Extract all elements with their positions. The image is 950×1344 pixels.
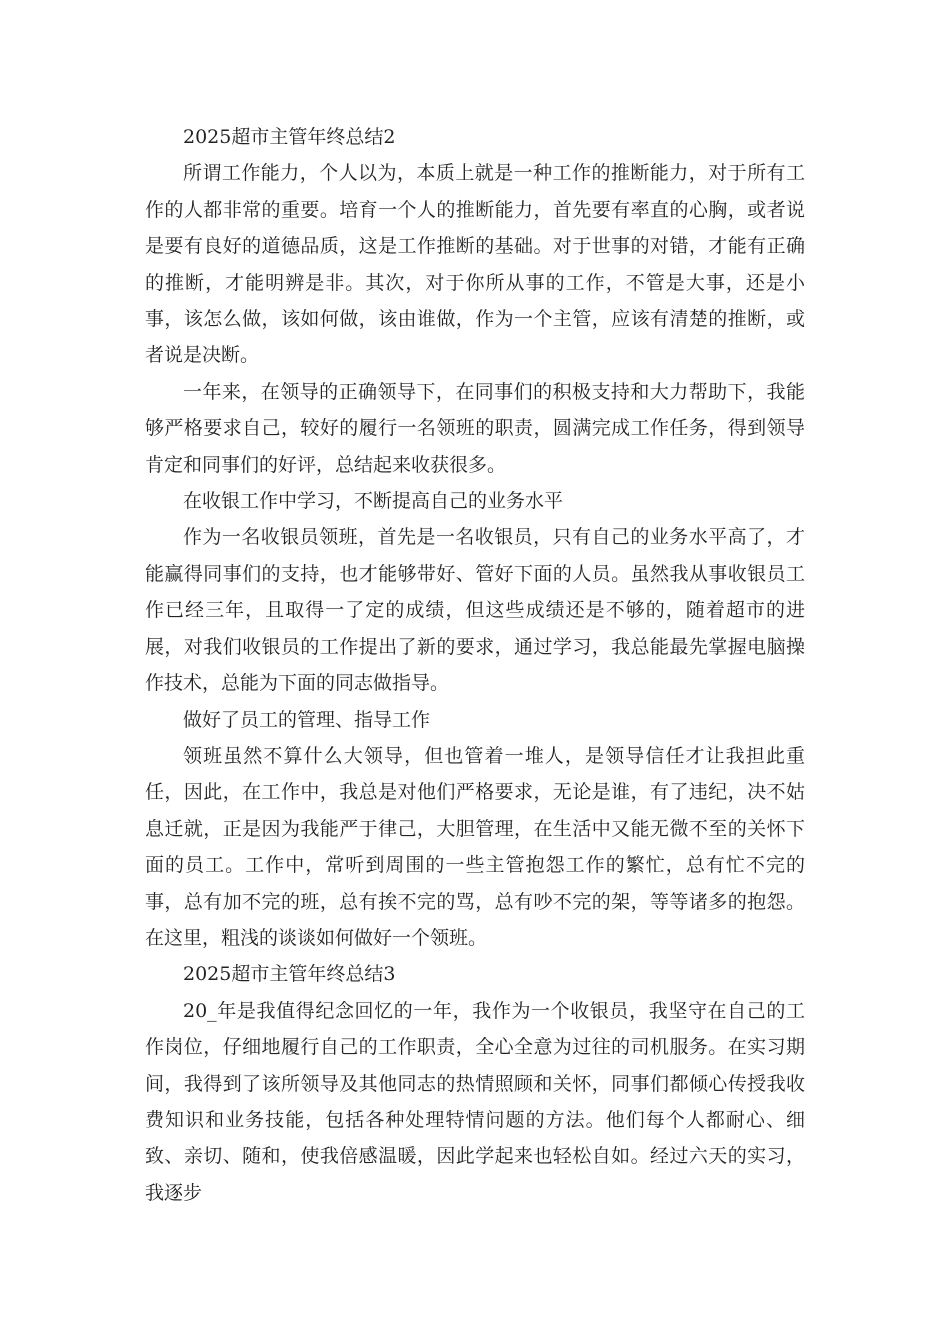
paragraph: 一年来，在领导的正确领导下，在同事们的积极支持和大力帮助下，我能够严格要求自己，较好的履行一名领班的职责，圆满完成工作任务，得到领导肯定和同事们的好评，总结起来收获很多。 (145, 380, 805, 476)
section-heading-2: 2025超市主管年终总结2 (183, 126, 396, 148)
subheading: 在收银工作中学习，不断提高自己的业务水平 (183, 490, 564, 513)
document-body (145, 119, 805, 1211)
paragraph: 领班虽然不算什么大领导，但也管着一堆人，是领导信任才让我担此重任，因此，在工作中，我总是对他们严格要求，无论是谁，有了违纪，决不姑息迁就，正是因为我能严于律己，大胆管理，在生活中又能无微不至的关怀下面的员工。工作中，常听到周围的一些主管抱怨工作的繁忙，总有忙不完的事，总有加不完的班，总有挨不完的骂，总有吵不完的架，等等诸多的抱怨。在这里，粗浅的谈谈如何做好一个领班。 (145, 744, 805, 949)
paragraph: 20_年是我值得纪念回忆的一年，我作为一个收银员，我坚守在自己的工作岗位，仔细地履行自己的工作职责，全心全意为过往的司机服务。在实习期间，我得到了该所领导及其他同志的热情照顾和关怀，同事们都倾心传授我收费知识和业务技能，包括各种处理特情问题的方法。他们每个人都耐心、细致、亲切、随和，使我倍感温暖，因此学起来也轻松自如。经过六天的实习，我逐步 (145, 999, 805, 1204)
subheading: 做好了员工的管理、指导工作 (183, 708, 431, 731)
section-heading-3: 2025超市主管年终总结3 (183, 963, 396, 986)
paragraph: 所谓工作能力，个人以为，本质上就是一种工作的推断能力，对于所有工作的人都非常的重要。培育一个人的推断能力，首先要有率直的心胸，或者说是要有良好的道德品质，这是工作推断的基础。对于世事的对错，才能有正确的推断，才能明辨是非。其次，对于你所从事的工作，不管是大事，还是小事，该怎么做，该如何做，该由谁做，作为一个主管，应该有清楚的推断，或者说是决断。 (145, 162, 805, 367)
paragraph: 作为一名收银员领班，首先是一名收银员，只有自己的业务水平高了，才能赢得同事们的支持，也才能够带好、管好下面的人员。虽然我从事收银员工作已经三年，且取得一了定的成绩，但这些成绩还是不够的，随着超市的进展，对我们收银员的工作提出了新的要求，通过学习，我总能最先掌握电脑操作技术，总能为下面的同志做指导。 (145, 526, 805, 695)
